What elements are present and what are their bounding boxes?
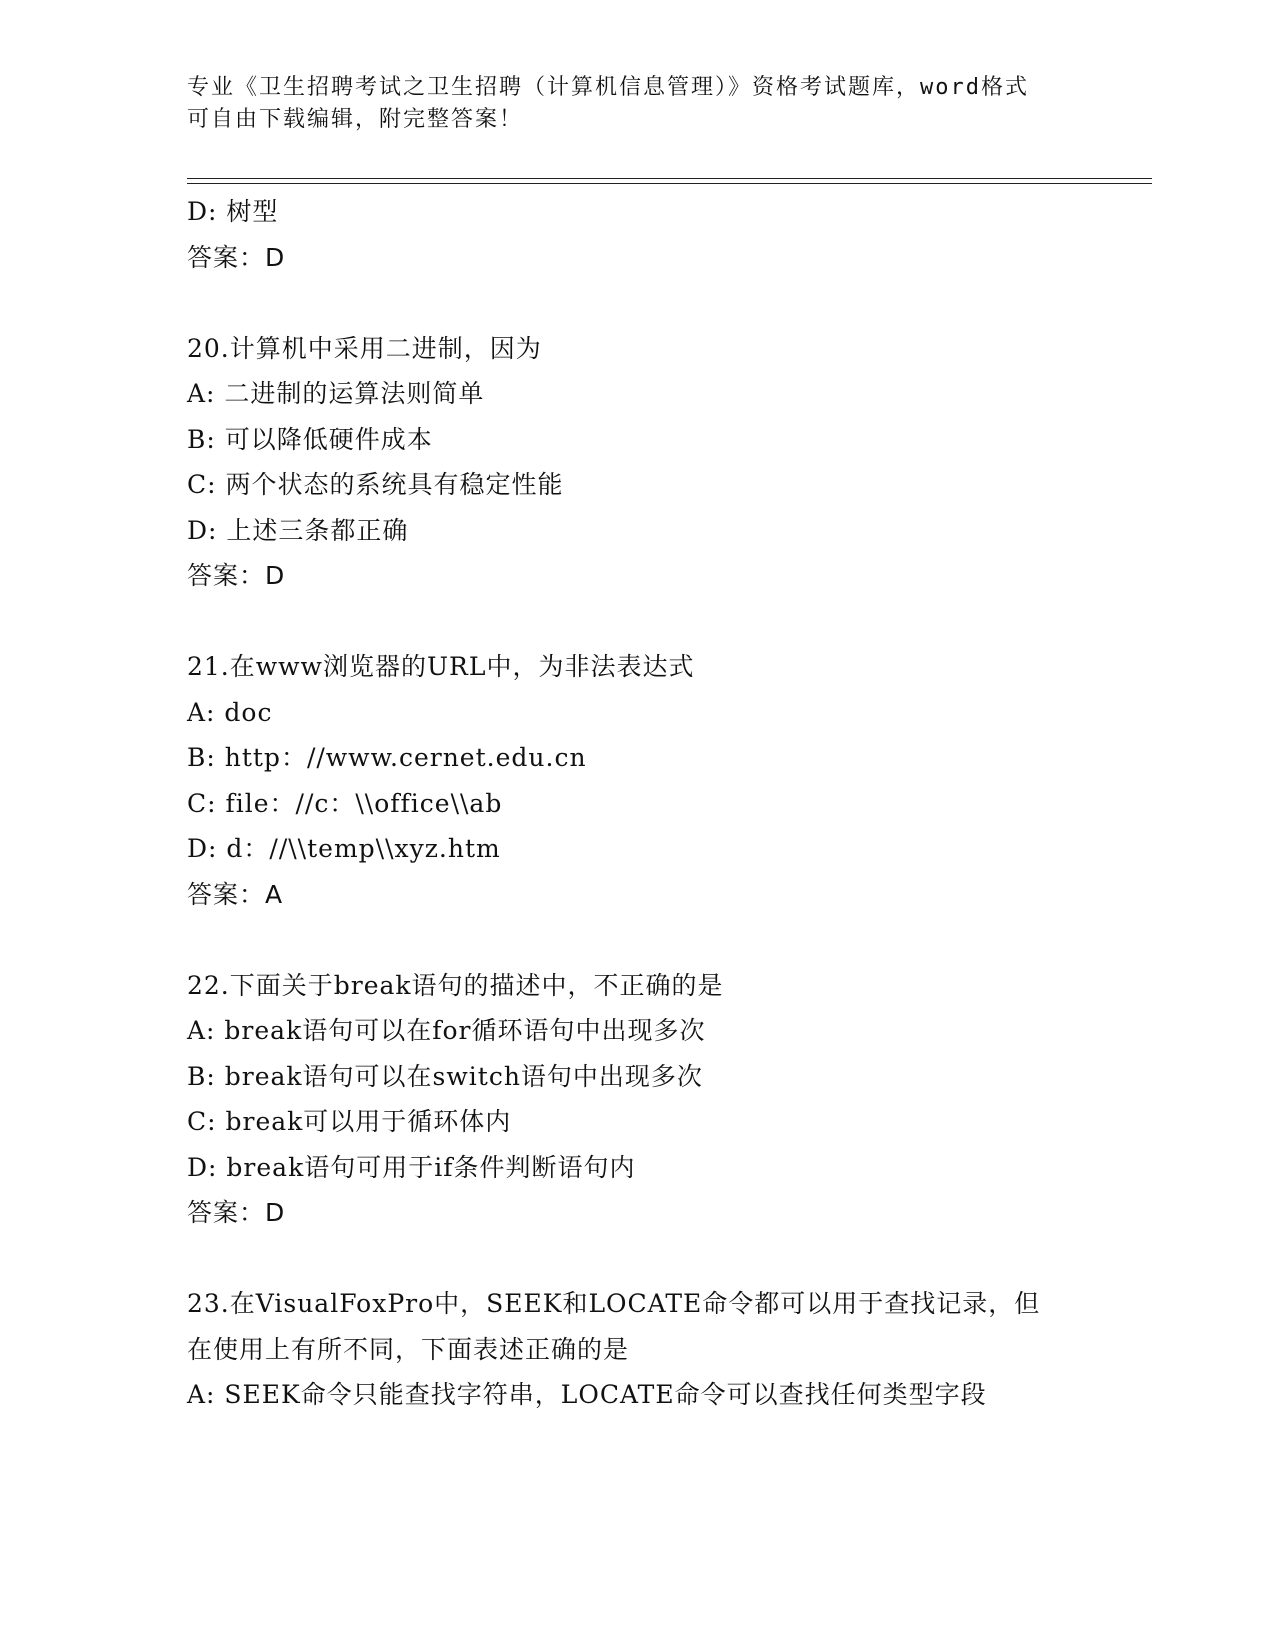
option-d: D: 上述三条都正确: [187, 515, 409, 545]
option-b: B: break语句可以在switch语句中出现多次: [187, 1061, 703, 1091]
question-stem-line-1: 23.在VisualFoxPro中，SEEK和LOCATE命令都可以用于查找记录，但: [187, 1289, 1041, 1318]
document-header: [187, 72, 1087, 136]
question-stem: 20.计算机中采用二进制，因为: [187, 333, 542, 363]
spacer: [187, 280, 1147, 326]
option-a: A: break语句可以在for循环语句中出现多次: [187, 1016, 706, 1045]
spacer: [187, 599, 1147, 645]
answer-line: 答案：D: [187, 1198, 286, 1227]
option-a: A: doc: [187, 697, 273, 727]
question-stem-line-2: 在使用上有所不同，下面表述正确的是: [187, 1334, 630, 1364]
option-b: B: http：//www.cernet.edu.cn: [187, 743, 587, 772]
header-divider-top: [187, 178, 1152, 179]
answer-line: 答案：D: [187, 242, 286, 272]
spacer: [187, 917, 1147, 963]
option-b: B: 可以降低硬件成本: [187, 424, 433, 454]
option-c: C: file：//c：\\office\\ab: [187, 788, 503, 818]
option-d: D: d：//\\temp\\xyz.htm: [187, 834, 501, 863]
option-a: A: SEEK命令只能查找字符串，LOCATE命令可以查找任何类型字段: [187, 1380, 987, 1409]
answer-line: 答案：A: [187, 879, 284, 909]
header-divider-bottom: [187, 183, 1152, 184]
option-d: D: break语句可用于if条件判断语句内: [187, 1152, 636, 1182]
option-c: C: 两个状态的系统具有稳定性能: [187, 470, 564, 499]
question-stem: 21.在www浏览器的URL中，为非法表达式: [187, 652, 695, 681]
question-23: [187, 1281, 1147, 1418]
question-22: [187, 963, 1147, 1236]
option-d: D: 树型: [187, 197, 279, 226]
question-21: [187, 644, 1147, 917]
question-20: [187, 326, 1147, 599]
header-line-2: 可自由下载编辑，附完整答案！: [187, 107, 524, 132]
question-content: [187, 189, 1147, 1418]
option-c: C: break可以用于循环体内: [187, 1107, 512, 1136]
question-stem: 22.下面关于break语句的描述中，不正确的是: [187, 970, 724, 1000]
option-a: A: 二进制的运算法则简单: [187, 379, 485, 408]
header-line-1: 专业《卫生招聘考试之卫生招聘（计算机信息管理）》资格考试题库，word格式: [187, 75, 1029, 100]
spacer: [187, 1236, 1147, 1282]
answer-line: 答案：D: [187, 561, 286, 590]
